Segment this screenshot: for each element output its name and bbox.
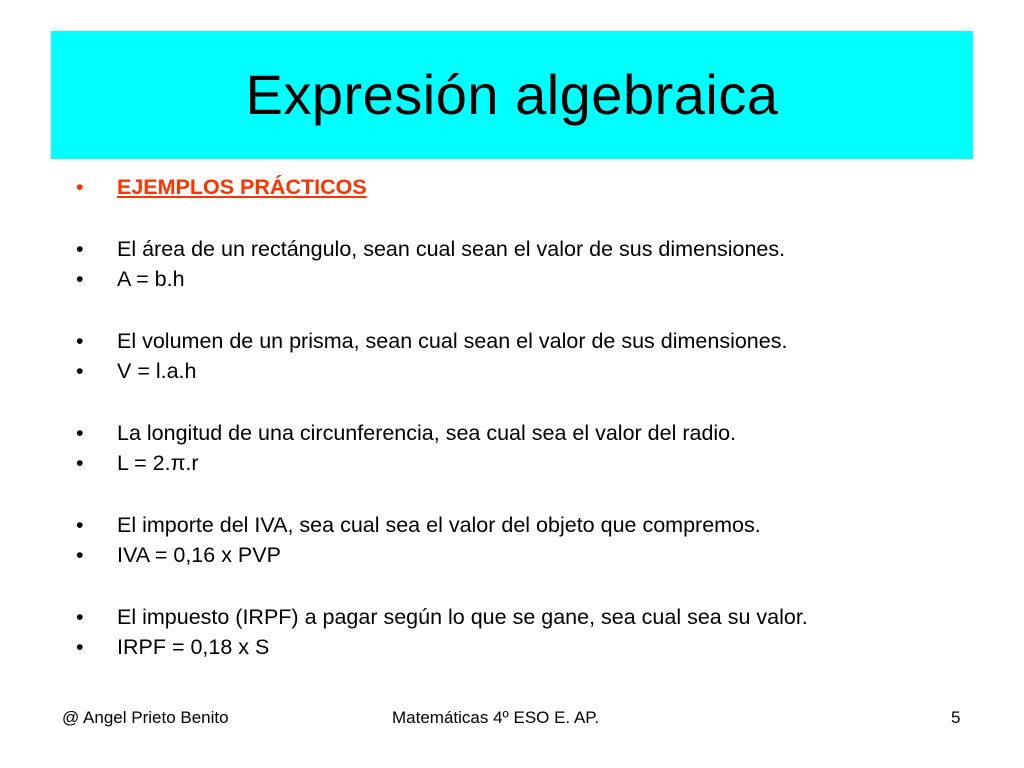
footer-author: @ Angel Prieto Benito <box>62 708 229 727</box>
bullet-marker: • <box>76 451 84 475</box>
bullet-marker: • <box>76 267 84 291</box>
bullet-marker: • <box>76 329 84 353</box>
heading-item <box>76 172 996 202</box>
bullet-marker: • <box>76 421 84 445</box>
list-item <box>76 264 996 294</box>
bullet-marker: • <box>76 605 84 629</box>
list-item <box>76 540 996 570</box>
formula-text: L = 2.π.r <box>117 451 199 475</box>
list-item <box>76 510 996 540</box>
bullet-list <box>76 172 996 662</box>
bullet-marker: • <box>76 543 84 567</box>
page-number: 5 <box>951 708 961 727</box>
formula-text: V = l.a.h <box>117 359 197 383</box>
bullet-marker: • <box>76 175 84 199</box>
footer-course: Matemáticas 4º ESO E. AP. <box>392 708 600 727</box>
list-item <box>76 418 996 448</box>
title-banner <box>51 31 973 159</box>
formula-text: IRPF = 0,18 x S <box>117 635 270 659</box>
list-item <box>76 326 996 356</box>
formula-text: A = b.h <box>117 267 185 291</box>
item-text: El importe del IVA, sea cual sea el valor del objeto que compremos. <box>117 513 761 537</box>
item-text: El impuesto (IRPF) a pagar según lo que se gane, sea cual sea su valor. <box>117 605 808 629</box>
list-item <box>76 632 996 662</box>
item-text: El volumen de un prisma, sean cual sean el valor de sus dimensiones. <box>117 329 788 353</box>
list-item <box>76 234 996 264</box>
bullet-marker: • <box>76 635 84 659</box>
item-text: El área de un rectángulo, sean cual sean el valor de sus dimensiones. <box>117 237 786 261</box>
bullet-marker: • <box>76 513 84 537</box>
list-item <box>76 448 996 478</box>
formula-text: IVA = 0,16 x PVP <box>117 543 281 567</box>
slide-title: Expresión algebraica <box>245 63 779 126</box>
list-item <box>76 356 996 386</box>
item-text: La longitud de una circunferencia, sea cual sea el valor del radio. <box>117 421 737 445</box>
bullet-marker: • <box>76 359 84 383</box>
list-item <box>76 602 996 632</box>
section-heading: EJEMPLOS PRÁCTICOS <box>117 175 367 199</box>
bullet-marker: • <box>76 237 84 261</box>
